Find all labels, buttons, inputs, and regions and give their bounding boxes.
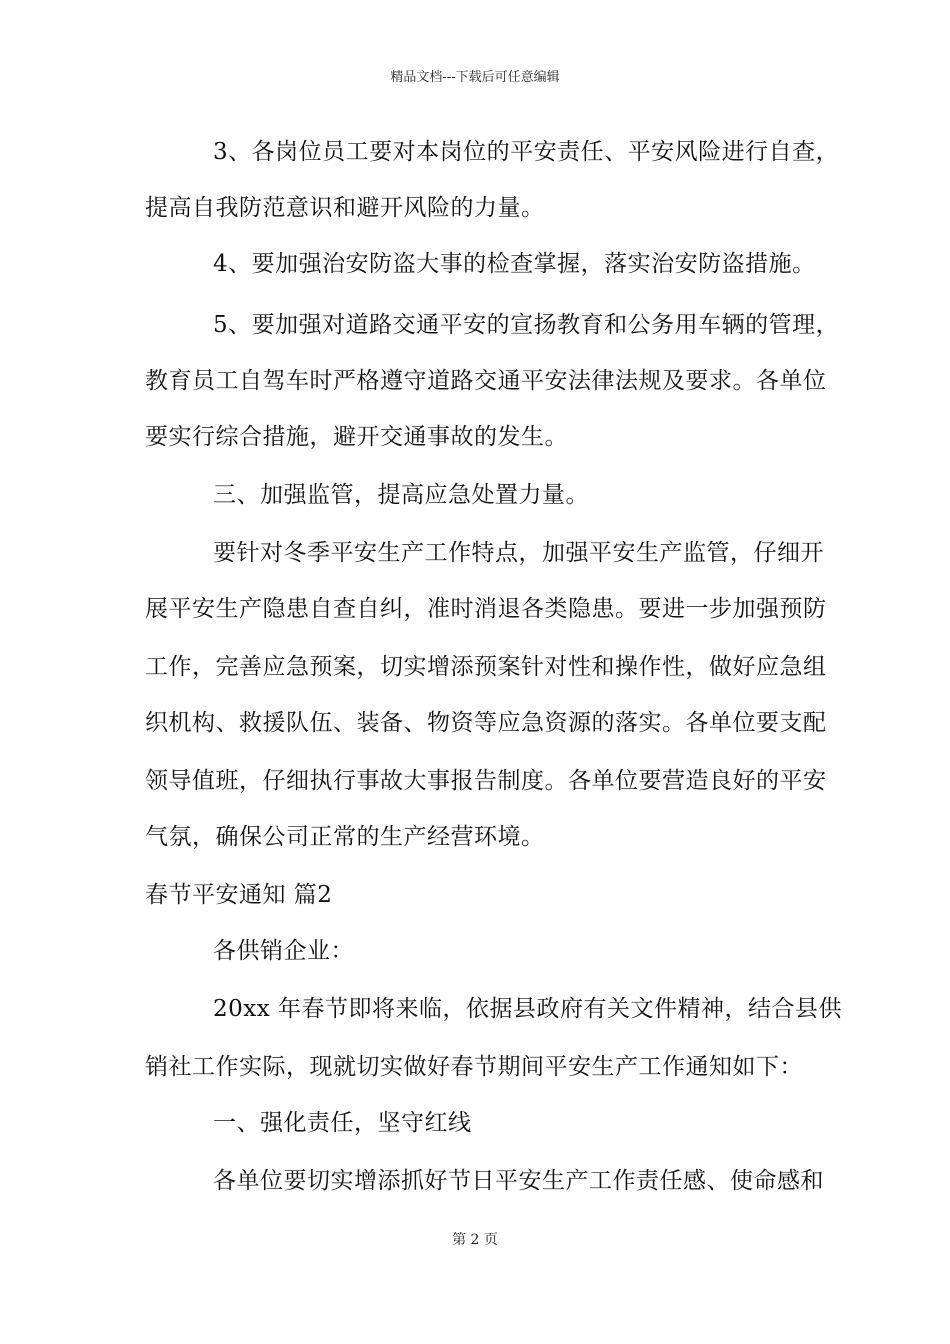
body-line: 4、要加强治安防盗大事的检查掌握，落实治安防盗措施。 — [213, 251, 816, 277]
page-header: 精品文档---下载后可任意编辑 — [390, 70, 560, 85]
body-line: 要针对冬季平安生产工作特点，加强平安生产监管，仔细开 — [213, 540, 824, 566]
page-number: 第 2 页 — [452, 1232, 498, 1248]
body-line: 气氛，确保公司正常的生产经营环境。 — [145, 824, 545, 850]
body-line: 织机构、救援队伍、装备、物资等应急资源的落实。各单位要支配 — [145, 710, 827, 736]
section-heading: 三、加强监管，提高应急处置力量。 — [213, 482, 589, 508]
body-line: 要实行综合措施，避开交通事故的发生。 — [145, 424, 568, 450]
body-line: 领导值班，仔细执行事故大事报告制度。各单位要营造良好的平安 — [145, 768, 827, 794]
article-title: 春节平安通知 篇2 — [145, 882, 333, 908]
body-line: 展平安生产隐患自查自纠，准时消退各类隐患。要进一步加强预防 — [145, 596, 827, 622]
body-line: 工作，完善应急预案，切实增添预案针对性和操作性，做好应急组 — [145, 654, 827, 680]
body-line: 各单位要切实增添抓好节日平安生产工作责任感、使命感和 — [213, 1168, 824, 1194]
body-line: 提高自我防范意识和避开风险的力量。 — [145, 195, 545, 221]
salutation: 各供销企业： — [213, 938, 354, 964]
body-line: 销社工作实际，现就切实做好春节期间平安生产工作通知如下： — [145, 1054, 803, 1080]
body-line: 教育员工自驾车时严格遵守道路交通平安法律法规及要求。各单位 — [145, 368, 827, 394]
body-line: 3、各岗位员工要对本岗位的平安责任、平安风险进行自查， — [213, 139, 840, 165]
section-heading: 一、强化责任，坚守红线 — [213, 1110, 472, 1136]
body-line: 20xx 年春节即将来临，依据县政府有关文件精神，结合县供 — [213, 996, 843, 1022]
body-line: 5、要加强对道路交通平安的宣扬教育和公务用车辆的管理， — [213, 312, 840, 338]
